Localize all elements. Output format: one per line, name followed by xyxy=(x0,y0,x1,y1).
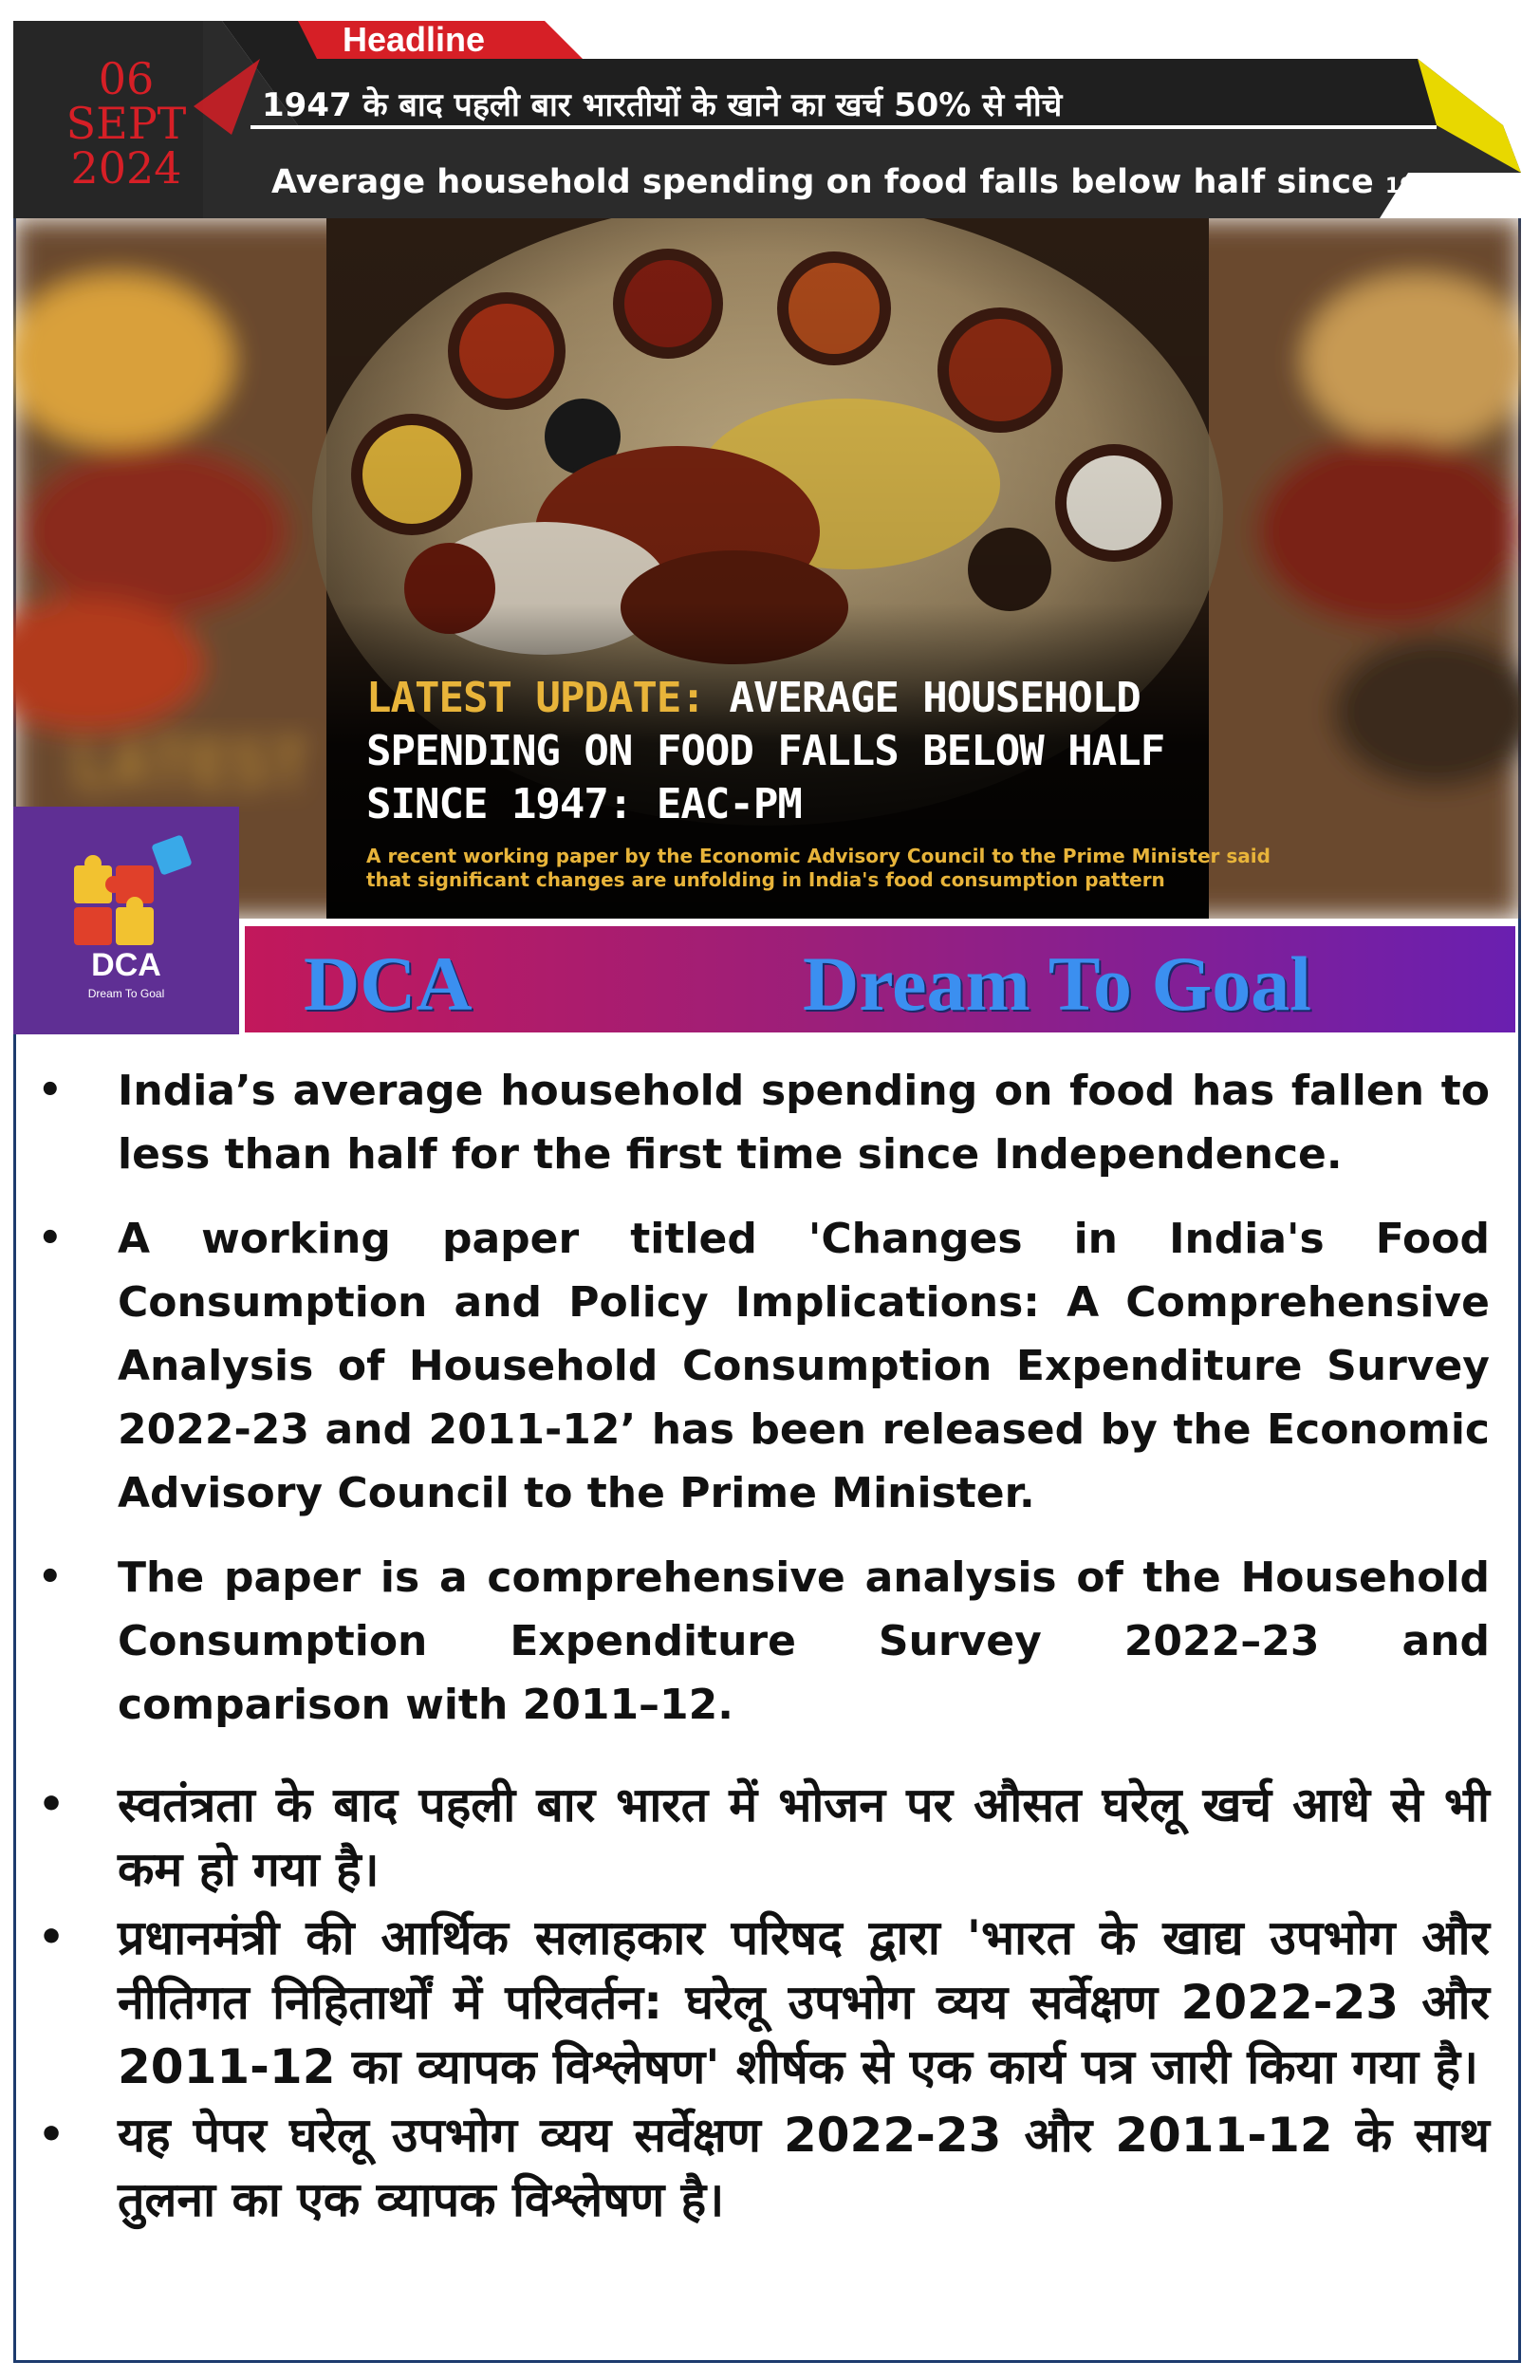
english-headline-year: 1947 xyxy=(1384,175,1444,198)
english-headline-text: Average household spending on food falls below half since xyxy=(271,163,1374,201)
bullet-glyph: • xyxy=(38,1217,63,1260)
date-day: 06 xyxy=(98,53,155,104)
bullet-item xyxy=(38,2103,1490,2232)
banner-tagline: Dream To Goal xyxy=(803,940,1312,1027)
brand-banner xyxy=(245,926,1515,1032)
article-bullets xyxy=(38,1059,1490,2232)
bullet-text: A working paper titled 'Changes in India's Food Consumption and Policy Implications: A Comprehensive Analysis of Household Consumption Expenditure Survey 2022-23 and 2011-12’ has been released by the Economic Advisory Council to the Prime Minister. xyxy=(118,1215,1490,1517)
headline-header xyxy=(13,21,1521,218)
photo-caption xyxy=(366,672,1306,892)
dca-logo xyxy=(13,807,239,1034)
date-month: SEPT xyxy=(65,97,187,149)
date-stamp xyxy=(46,53,207,194)
bullet-glyph: • xyxy=(38,1069,63,1112)
bullet-text: The paper is a comprehensive analysis of the Household Consumption Expenditure Survey 2022–23 and comparison with 2011–12. xyxy=(118,1553,1490,1729)
bullet-text: यह पेपर घरेलू उपभोग व्यय सर्वेक्षण 2022-23 और 2011-12 के साथ तुलना का एक व्यापक विश्लेषण है। xyxy=(118,2108,1490,2227)
caption-title-text: AVERAGE HOUSEHOLD SPENDING ON FOOD FALLS BELOW HALF SINCE 1947: EAC-PM xyxy=(366,674,1165,828)
caption-subtitle: A recent working paper by the Economic Advisory Council to the Prime Minister said that significant changes are unfolding in India's food consumption pattern xyxy=(366,845,1271,891)
bullet-item xyxy=(38,1207,1490,1525)
headline-tag: Headline xyxy=(343,20,486,59)
caption-title xyxy=(366,672,1306,831)
svg-text:LATEST: LATEST xyxy=(70,726,310,804)
food-thali-photo xyxy=(13,218,1521,919)
logo-name: DCA xyxy=(91,947,161,983)
puzzle-icon xyxy=(13,807,239,949)
bullet-glyph: • xyxy=(38,1780,65,1829)
logo-tagline: Dream To Goal xyxy=(87,987,165,1000)
bullet-glyph: • xyxy=(38,1555,63,1599)
date-year: 2024 xyxy=(70,141,182,194)
bullet-item xyxy=(38,1773,1490,1902)
bullet-item xyxy=(38,1906,1490,2099)
bullet-text: India’s average household spending on food has fallen to less than half for the first time since Independence. xyxy=(118,1067,1490,1179)
bullet-text: स्वतंत्रता के बाद पहली बार भारत में भोजन पर औसत घरेलू खर्च आधे से भी कम हो गया है। xyxy=(118,1777,1490,1897)
hindi-headline: 1947 के बाद पहली बार भारतीयों के खाने का खर्च 50% से नीचे xyxy=(262,86,1063,124)
bullet-text: प्रधानमंत्री की आर्थिक सलाहकार परिषद द्वारा 'भारत के खाद्य उपभोग और नीतिगत निहितार्थों में परिवर्तन: घरेलू उपभोग व्यय सर्वेक्षण 2022-23 और 2011-12 का व्यापक विश्लेषण' शीर्षक से एक कार्य पत्र जारी किया गया है। xyxy=(118,1910,1490,2094)
bullet-glyph: • xyxy=(38,1913,65,1962)
caption-accent: LATEST UPDATE: xyxy=(366,674,705,722)
banner-dca: DCA xyxy=(304,940,473,1027)
bullet-item xyxy=(38,1546,1490,1737)
bullet-glyph: • xyxy=(38,2110,65,2159)
english-headline xyxy=(271,163,1443,201)
bullet-item xyxy=(38,1059,1490,1186)
